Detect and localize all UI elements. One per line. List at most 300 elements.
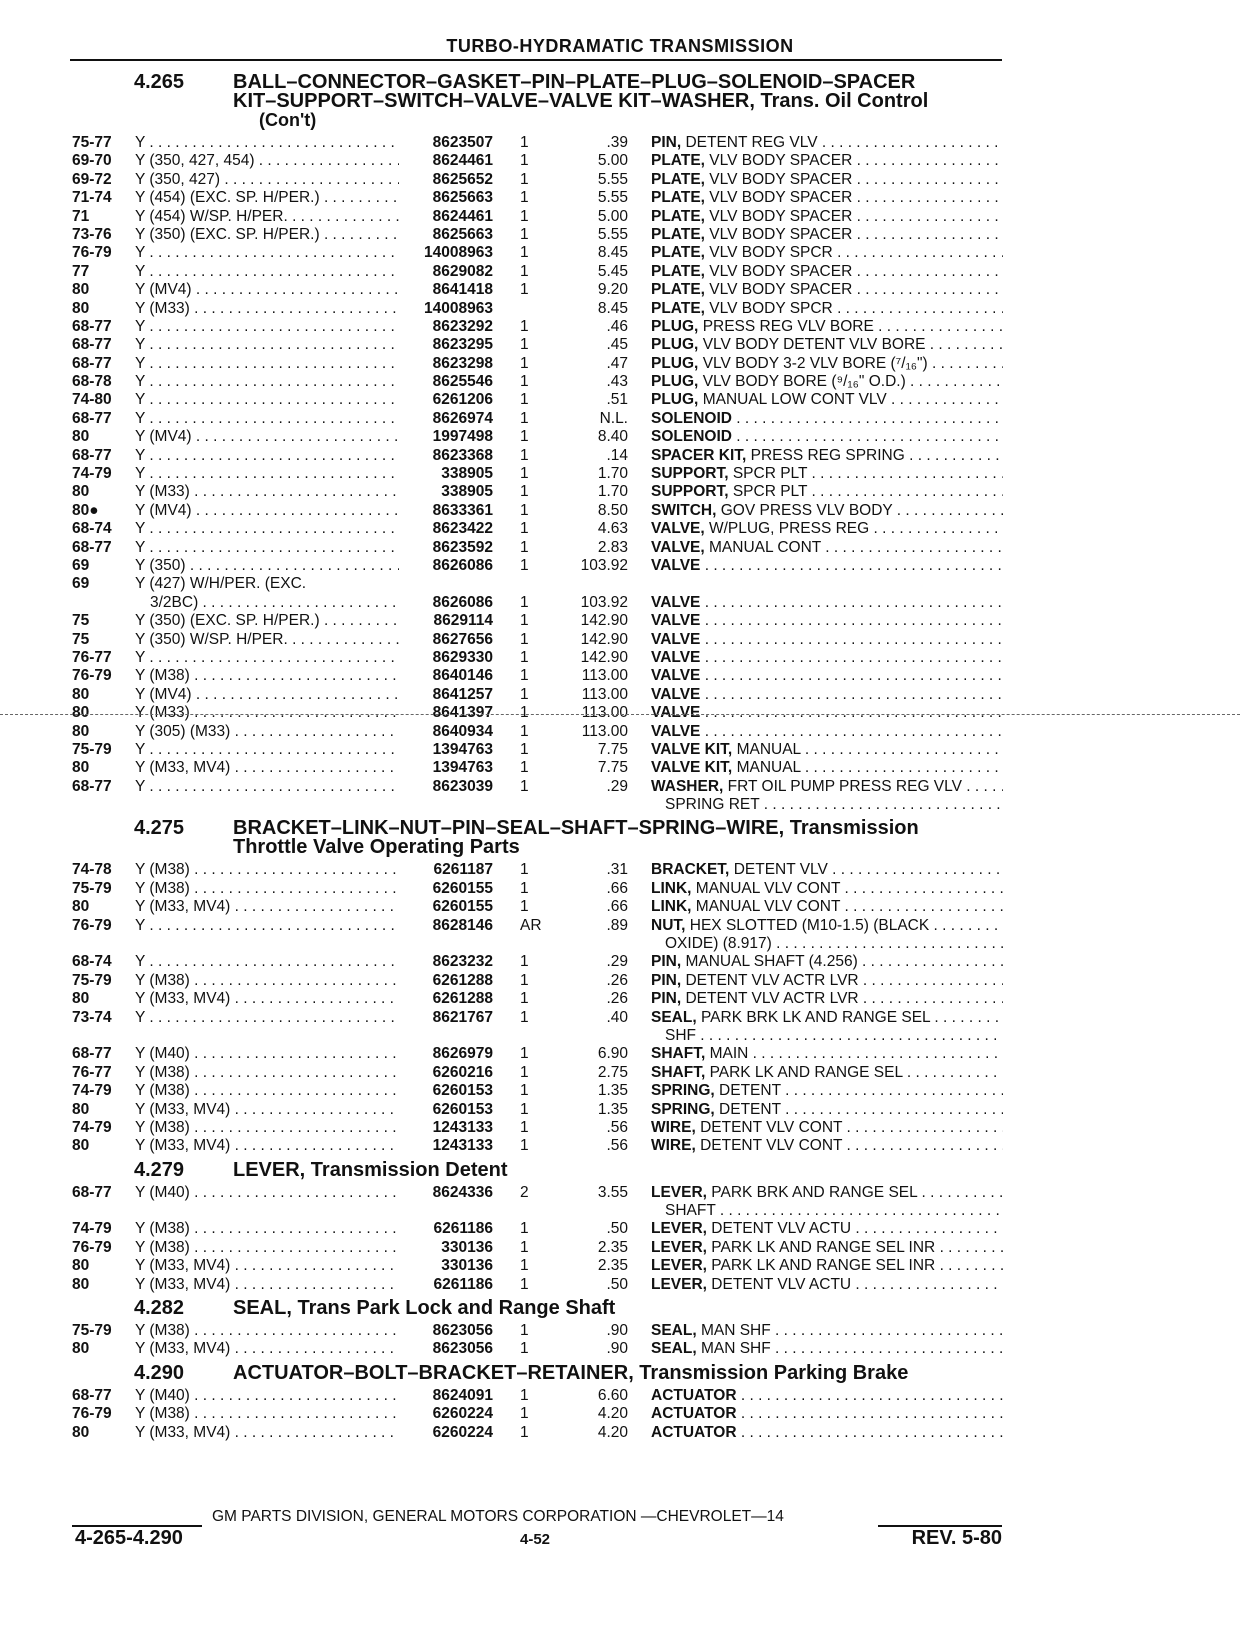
- quantity: 1: [520, 722, 529, 740]
- description: [651, 189, 1003, 207]
- part-name: PLATE,: [651, 281, 705, 299]
- quantity: 1: [520, 1008, 529, 1026]
- part-detail: DETENT VLV ACTR LVR: [685, 990, 859, 1008]
- quantity: 1: [520, 685, 529, 703]
- part-row: [0, 917, 1240, 935]
- description: [651, 631, 1003, 649]
- price: 5.55: [597, 225, 628, 243]
- description: [651, 880, 1003, 898]
- part-number: 8623232: [432, 953, 493, 971]
- model-years: 69-70: [72, 152, 112, 170]
- application: Y (454) (EXC. SP. H/PER.) . . .: [135, 189, 399, 207]
- quantity: 1: [520, 1340, 529, 1358]
- part-detail: GOV PRESS VLV BODY: [720, 501, 893, 519]
- part-number: 8621767: [432, 1008, 493, 1026]
- model-years: 69: [72, 575, 90, 593]
- price: 8.40: [597, 428, 628, 446]
- part-row: [0, 723, 1240, 741]
- part-name: VALVE,: [651, 520, 705, 538]
- part-number: 8623039: [432, 777, 493, 795]
- description: [651, 1257, 1003, 1275]
- description: [651, 1220, 1003, 1238]
- price: 7.75: [597, 740, 628, 758]
- application: Y (M33, MV4) . . .: [135, 1101, 399, 1119]
- application: Y (M40) . . .: [135, 1387, 399, 1405]
- page-header-title: TURBO-HYDRAMATIC TRANSMISSION: [446, 36, 794, 56]
- part-name: SEAL,: [651, 1322, 697, 1340]
- price: 2.35: [597, 1257, 628, 1275]
- model-years: 76-79: [72, 244, 112, 262]
- quantity: 1: [520, 704, 529, 722]
- price: 5.55: [597, 170, 628, 188]
- part-detail: MANUAL VLV CONT: [695, 898, 841, 916]
- part-detail: W/PLUG, PRESS REG: [709, 520, 870, 538]
- application: Y . . .: [135, 1009, 399, 1027]
- price: .50: [606, 1220, 628, 1238]
- description: [651, 778, 1003, 796]
- quantity: 1: [520, 1238, 529, 1256]
- part-name: PIN,: [651, 134, 682, 151]
- part-row: [0, 1119, 1240, 1137]
- description: [651, 1239, 1003, 1257]
- part-detail: MANUAL: [736, 759, 801, 777]
- description: [651, 759, 1003, 777]
- description: [651, 300, 1003, 318]
- section-title-line: LEVER, Transmission Detent: [233, 1158, 508, 1181]
- application: Y . . .: [135, 953, 399, 971]
- part-name: SHAFT,: [651, 1045, 706, 1063]
- section-heading: [0, 1361, 1240, 1384]
- price: 3.55: [597, 1183, 628, 1201]
- price: .90: [606, 1322, 628, 1340]
- quantity: 1: [520, 134, 529, 151]
- part-number: 8623422: [432, 520, 493, 538]
- quantity: 1: [520, 317, 529, 335]
- description: [651, 1322, 1003, 1340]
- part-name: BRACKET,: [651, 861, 730, 879]
- part-name: VALVE: [651, 630, 701, 648]
- part-number: 8623298: [432, 354, 493, 372]
- model-years: 68-77: [72, 354, 112, 372]
- part-row: [0, 741, 1240, 759]
- part-number: 6260224: [432, 1423, 493, 1441]
- part-detail: FRT OIL PUMP PRESS REG VLV: [727, 777, 962, 795]
- part-detail: PARK BRK LK AND RANGE SEL: [700, 1008, 931, 1026]
- quantity: 1: [520, 861, 529, 879]
- model-years: 68-77: [72, 538, 112, 556]
- section-title-line: KIT–SUPPORT–SWITCH–VALVE–VALVE KIT–WASHER, Trans. Oil Control: [233, 90, 929, 112]
- part-name: PLUG,: [651, 317, 699, 335]
- part-name: VALVE KIT,: [651, 759, 733, 777]
- section-heading: [0, 1299, 1240, 1318]
- part-number: 8627656: [432, 630, 493, 648]
- quantity: 1: [520, 354, 529, 372]
- model-years: 68-77: [72, 1183, 112, 1201]
- part-number: 8626974: [432, 409, 493, 427]
- part-row: [0, 152, 1240, 170]
- price: 2.83: [597, 538, 628, 556]
- model-years: 68-77: [72, 336, 112, 354]
- model-years: 68-74: [72, 953, 112, 971]
- part-number: 6260153: [432, 1082, 493, 1100]
- quantity: 1: [520, 501, 529, 519]
- part-row: [0, 1257, 1240, 1275]
- price: 142.90: [580, 612, 628, 630]
- model-years: 80: [72, 685, 90, 703]
- part-number: 8640934: [432, 722, 493, 740]
- sections-container: [0, 68, 1240, 1442]
- part-name: PIN,: [651, 990, 682, 1008]
- price: .39: [606, 134, 628, 151]
- part-name: WIRE,: [651, 1137, 696, 1155]
- part-name: PIN,: [651, 971, 682, 989]
- description: [651, 1424, 1003, 1442]
- part-number: 8626979: [432, 1045, 493, 1063]
- part-name: SPRING,: [651, 1100, 715, 1118]
- application: Y (305) (M33) . . .: [135, 723, 399, 741]
- part-number: 6261288: [432, 990, 493, 1008]
- application: Y (M33, MV4) . . .: [135, 990, 399, 1008]
- part-number: 8625546: [432, 373, 493, 391]
- part-number: 8625663: [432, 189, 493, 207]
- part-row: [0, 1045, 1240, 1063]
- part-number: 6260155: [432, 879, 493, 897]
- part-name: PLATE,: [651, 299, 705, 317]
- footer-revision: REV. 5-80: [911, 1527, 1002, 1549]
- quantity: 1: [520, 971, 529, 989]
- part-row: [0, 410, 1240, 428]
- part-number: 338905: [441, 465, 493, 483]
- part-row: [0, 1239, 1240, 1257]
- description: [651, 244, 1003, 262]
- part-detail: MANUAL: [736, 740, 801, 758]
- description: [651, 898, 1003, 916]
- application: Y . . .: [135, 373, 399, 391]
- application: Y (427) W/H/PER. (EXC.: [135, 575, 307, 593]
- model-years: 68-78: [72, 373, 112, 391]
- price: .46: [606, 317, 628, 335]
- quantity: 1: [520, 898, 529, 916]
- description: [651, 134, 1003, 152]
- description: [651, 953, 1003, 971]
- model-years: 80: [72, 759, 90, 777]
- part-row: [0, 686, 1240, 704]
- description: [651, 1137, 1003, 1155]
- part-name: PLUG,: [651, 391, 699, 409]
- description: [651, 649, 1003, 667]
- part-row: [0, 1101, 1240, 1119]
- price: .66: [606, 898, 628, 916]
- part-row: [0, 171, 1240, 189]
- description-continued-row: [0, 935, 1240, 953]
- model-years: 80: [72, 1423, 90, 1441]
- part-number: 1243133: [432, 1137, 493, 1155]
- header-rule: [70, 59, 1002, 61]
- section-heading: [0, 819, 1240, 857]
- model-years: 74-79: [72, 1118, 112, 1136]
- description: [651, 1387, 1003, 1405]
- description: [651, 1405, 1003, 1423]
- price: 5.55: [597, 189, 628, 207]
- application: Y (350) W/SP. H/PER. . . .: [135, 631, 399, 649]
- application: Y (350, 427) . . .: [135, 171, 399, 189]
- quantity: AR: [520, 916, 542, 934]
- model-years: 68-77: [72, 1045, 112, 1063]
- application: Y . . .: [135, 391, 399, 409]
- model-years: 80: [72, 1257, 90, 1275]
- section-number: 4.290: [134, 1361, 185, 1384]
- application: Y (M33, MV4) . . .: [135, 1340, 399, 1358]
- price: 113.00: [581, 667, 628, 685]
- part-name: SUPPORT,: [651, 483, 729, 501]
- section-number: 4.265: [134, 71, 185, 93]
- model-years: 80: [72, 1100, 90, 1118]
- model-years: 75-79: [72, 879, 112, 897]
- part-number: 1997498: [432, 428, 493, 446]
- model-years: 76-79: [72, 1405, 112, 1423]
- quantity: 1: [520, 391, 529, 409]
- part-row: [0, 880, 1240, 898]
- description: [651, 917, 1003, 935]
- quantity: 1: [520, 1423, 529, 1441]
- price: N.L.: [599, 409, 628, 427]
- part-name: SUPPORT,: [651, 465, 729, 483]
- quantity: 1: [520, 1100, 529, 1118]
- model-years: 71: [72, 207, 90, 225]
- part-detail: VLV BODY SPCR: [709, 299, 833, 317]
- application: Y . . .: [135, 520, 399, 538]
- application: Y . . .: [135, 263, 399, 281]
- application: Y (M38) . . .: [135, 880, 399, 898]
- part-row: [0, 575, 1240, 593]
- description: [651, 428, 1003, 446]
- section-title-line: BALL–CONNECTOR–GASKET–PIN–PLATE–PLUG–SOLENOID–SPACER: [233, 71, 916, 93]
- part-number: 6261187: [433, 861, 493, 879]
- price: .29: [606, 777, 628, 795]
- model-years: 80: [72, 1275, 90, 1293]
- part-detail: DETENT: [719, 1100, 781, 1118]
- price: 9.20: [597, 281, 628, 299]
- quantity: 1: [520, 1275, 529, 1293]
- part-row: [0, 355, 1240, 373]
- model-years: 69-72: [72, 170, 112, 188]
- part-number: 330136: [441, 1238, 493, 1256]
- application: Y (M33, MV4) . . .: [135, 1276, 399, 1294]
- part-detail: MAN SHF: [700, 1340, 771, 1358]
- part-number: 6260155: [432, 898, 493, 916]
- part-number: 8623368: [432, 446, 493, 464]
- part-number: 8624336: [432, 1183, 493, 1201]
- description: [651, 1045, 1003, 1063]
- description: [651, 502, 1003, 520]
- part-name: LINK,: [651, 898, 692, 916]
- part-row: [0, 704, 1240, 722]
- quantity: 1: [520, 207, 529, 225]
- model-years: 68-77: [72, 1386, 112, 1404]
- part-name: VALVE: [651, 685, 701, 703]
- part-number: 1394763: [432, 759, 493, 777]
- price: .43: [606, 373, 628, 391]
- quantity: 1: [520, 740, 529, 758]
- part-row: [0, 898, 1240, 916]
- application: Y (M33, MV4) . . .: [135, 759, 399, 777]
- description: [651, 410, 1003, 428]
- application: Y (454) W/SP. H/PER. . . .: [135, 208, 399, 226]
- part-detail: DETENT VLV ACTU: [711, 1220, 852, 1238]
- part-name: PIN,: [651, 953, 682, 971]
- part-name: PLUG,: [651, 336, 699, 354]
- description: [651, 557, 1003, 575]
- application: Y (M40) . . .: [135, 1184, 399, 1202]
- section-number: 4.275: [134, 817, 185, 840]
- part-row: [0, 1064, 1240, 1082]
- part-name: SOLENOID: [651, 428, 732, 446]
- price: 113.00: [581, 704, 628, 722]
- part-row-continued: [0, 594, 1240, 612]
- part-detail: PARK LK AND RANGE SEL INR: [711, 1238, 936, 1256]
- part-row: [0, 953, 1240, 971]
- part-row: [0, 318, 1240, 336]
- application: Y . . .: [135, 355, 399, 373]
- part-number: 6261288: [432, 971, 493, 989]
- quantity: 1: [520, 538, 529, 556]
- part-number: 8629114: [433, 612, 493, 630]
- price: 2.75: [597, 1063, 628, 1081]
- part-detail: VLV BODY SPACER: [709, 207, 853, 225]
- application: Y (M33) . . .: [135, 483, 399, 501]
- section-title-line: ACTUATOR–BOLT–BRACKET–RETAINER, Transmission Parking Brake: [233, 1361, 909, 1384]
- part-detail: PRESS REG SPRING: [750, 446, 905, 464]
- price: 142.90: [580, 630, 628, 648]
- price: 8.50: [597, 501, 628, 519]
- description: [651, 1064, 1003, 1082]
- part-row: [0, 208, 1240, 226]
- part-name: SHAFT,: [651, 1063, 706, 1081]
- description-continued-row: [0, 796, 1240, 814]
- price: 142.90: [580, 648, 628, 666]
- part-row: [0, 134, 1240, 152]
- part-number: 8624091: [432, 1386, 493, 1404]
- part-number: 1394763: [432, 740, 493, 758]
- part-detail: VLV BODY BORE (⁹/₁₆" O.D.): [702, 373, 906, 391]
- part-number: 8641257: [432, 685, 493, 703]
- application: Y (350) (EXC. SP. H/PER.) . . .: [135, 226, 399, 244]
- quantity: 1: [520, 336, 529, 354]
- description: [651, 594, 1003, 612]
- part-number: 6261206: [432, 391, 493, 409]
- application: Y . . .: [135, 741, 399, 759]
- application: Y . . .: [135, 539, 399, 557]
- quantity: 1: [520, 446, 529, 464]
- part-number: 8623507: [432, 134, 493, 151]
- price: 6.60: [597, 1386, 628, 1404]
- quantity: 1: [520, 373, 529, 391]
- part-number: 6261186: [433, 1275, 493, 1293]
- application: Y . . .: [135, 318, 399, 336]
- application: Y (M33, MV4) . . .: [135, 1257, 399, 1275]
- description: [651, 667, 1003, 685]
- quantity: 1: [520, 667, 529, 685]
- part-detail: DETENT VLV ACTU: [711, 1275, 852, 1293]
- description-continued-row: [0, 1202, 1240, 1220]
- description: [651, 861, 1003, 879]
- model-years: 68-77: [72, 317, 112, 335]
- footer-page-number: 4-52: [520, 1531, 551, 1548]
- section-continued: (Con't): [259, 110, 317, 130]
- quantity: 1: [520, 1137, 529, 1155]
- quantity: 1: [520, 1118, 529, 1136]
- description: [651, 465, 1003, 483]
- part-row: [0, 502, 1240, 520]
- description-continued: SHAFT . . .: [665, 1202, 1003, 1220]
- footer-section-range: 4-265-4.290: [75, 1527, 183, 1549]
- section-title-line: BRACKET–LINK–NUT–PIN–SEAL–SHAFT–SPRING–WIRE, Transmission: [233, 817, 919, 840]
- part-row: [0, 1424, 1240, 1442]
- part-name: PLUG,: [651, 354, 699, 372]
- model-years: 74-78: [72, 861, 112, 879]
- section-number: 4.279: [134, 1158, 185, 1181]
- price: 1.35: [597, 1100, 628, 1118]
- model-years: 80●: [72, 501, 99, 519]
- quantity: 1: [520, 1405, 529, 1423]
- part-row: [0, 778, 1240, 796]
- part-number: 6261186: [433, 1220, 493, 1238]
- application: Y (350, 427, 454) . . .: [135, 152, 399, 170]
- application: Y (MV4) . . .: [135, 428, 399, 446]
- part-name: SPRING,: [651, 1082, 715, 1100]
- application: Y (M40) . . .: [135, 1045, 399, 1063]
- application: Y (M33, MV4) . . .: [135, 1137, 399, 1155]
- part-row: [0, 300, 1240, 318]
- model-years: 76-79: [72, 667, 112, 685]
- part-name: ACTUATOR: [651, 1386, 737, 1404]
- price: .47: [606, 354, 628, 372]
- part-detail: PARK LK AND RANGE SEL INR: [711, 1257, 936, 1275]
- part-detail: DETENT VLV CONT: [700, 1118, 843, 1136]
- part-name: SWITCH,: [651, 501, 717, 519]
- application: Y . . .: [135, 336, 399, 354]
- description: [651, 171, 1003, 189]
- model-years: 73-76: [72, 225, 112, 243]
- description: [651, 612, 1003, 630]
- part-name: SPACER KIT,: [651, 446, 747, 464]
- quantity: 1: [520, 409, 529, 427]
- description-continued-row: [0, 1027, 1240, 1045]
- part-detail: PARK LK AND RANGE SEL: [709, 1063, 903, 1081]
- part-detail: DETENT VLV CONT: [700, 1137, 843, 1155]
- quantity: 1: [520, 483, 529, 501]
- part-name: LEVER,: [651, 1275, 707, 1293]
- model-years: 75-79: [72, 971, 112, 989]
- part-detail: MAIN: [709, 1045, 749, 1063]
- part-name: VALVE,: [651, 538, 705, 556]
- part-row: [0, 1137, 1240, 1155]
- part-row: [0, 612, 1240, 630]
- part-detail: VLV BODY SPACER: [709, 225, 853, 243]
- part-name: VALVE: [651, 556, 701, 574]
- part-name: PLATE,: [651, 170, 705, 188]
- application: Y (M38) . . .: [135, 1405, 399, 1423]
- part-name: PLATE,: [651, 189, 705, 207]
- price: .14: [606, 446, 628, 464]
- part-row: [0, 539, 1240, 557]
- part-name: ACTUATOR: [651, 1405, 737, 1423]
- part-number: 8625652: [432, 170, 493, 188]
- model-years: 80: [72, 483, 90, 501]
- part-name: SEAL,: [651, 1008, 697, 1026]
- application: Y (M38) . . .: [135, 1239, 399, 1257]
- part-name: PLATE,: [651, 262, 705, 280]
